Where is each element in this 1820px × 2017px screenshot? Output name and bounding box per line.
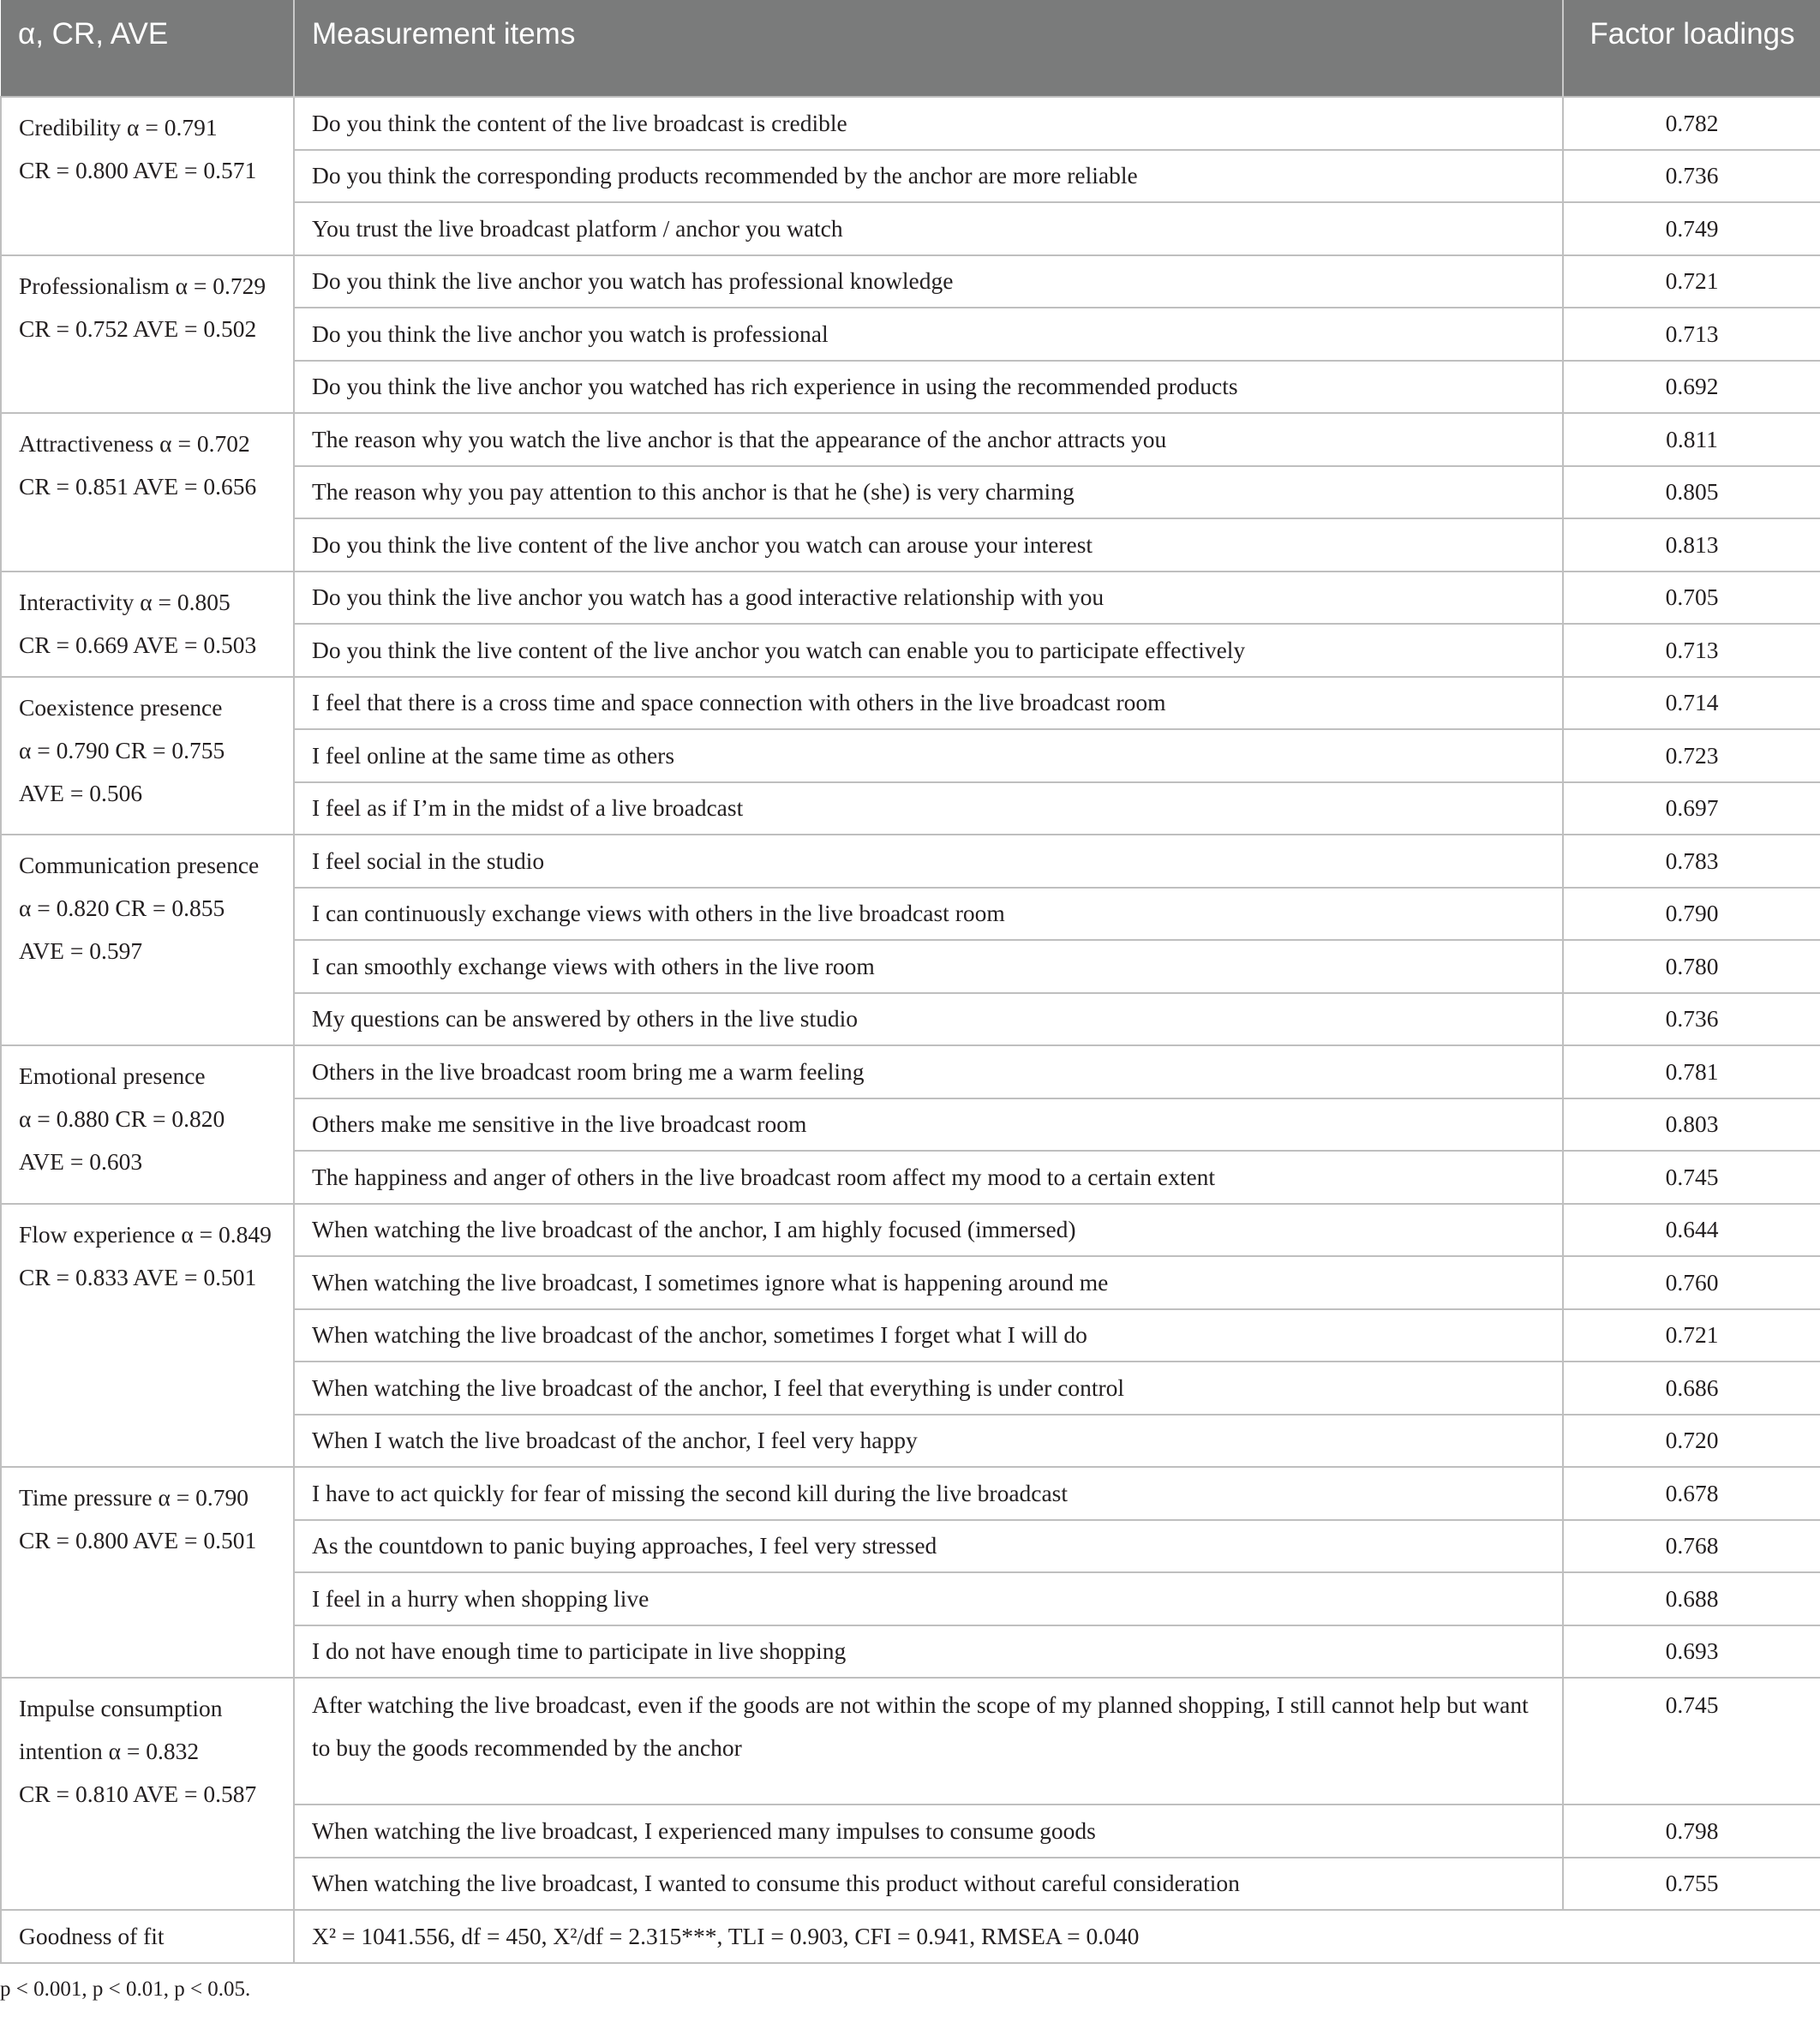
factor-loading: 0.736 — [1563, 993, 1820, 1046]
measurement-item: Do you think the live content of the live anchor you watch can enable you to participate effectively — [294, 624, 1563, 677]
measurement-item: As the countdown to panic buying approaches, I feel very stressed — [294, 1520, 1563, 1573]
factor-loading: 0.781 — [1563, 1045, 1820, 1098]
measurement-item: When watching the live broadcast, I sometimes ignore what is happening around me — [294, 1256, 1563, 1309]
factor-loading: 0.713 — [1563, 308, 1820, 361]
construct-cell — [1, 413, 294, 572]
construct-line: Professionalism α = 0.729 — [19, 272, 266, 299]
measurement-item: I feel as if I’m in the midst of a live broadcast — [294, 782, 1563, 835]
goodness-of-fit-label: Goodness of fit — [1, 1910, 294, 1963]
construct-cell — [1, 1678, 294, 1910]
table-body — [1, 97, 1820, 1963]
factor-loading: 0.780 — [1563, 940, 1820, 993]
factor-loading: 0.783 — [1563, 835, 1820, 888]
construct-cell — [1, 255, 294, 414]
factor-loading: 0.686 — [1563, 1362, 1820, 1415]
construct-line: α = 0.820 CR = 0.855 — [19, 895, 225, 921]
construct-cell — [1, 1204, 294, 1468]
construct-line: α = 0.880 CR = 0.820 — [19, 1105, 225, 1132]
construct-line: AVE = 0.603 — [19, 1148, 143, 1175]
table-row — [1, 1045, 1820, 1098]
factor-loading: 0.723 — [1563, 729, 1820, 782]
factor-loading: 0.798 — [1563, 1805, 1820, 1858]
measurement-item: My questions can be answered by others in the live studio — [294, 993, 1563, 1046]
factor-loading: 0.678 — [1563, 1467, 1820, 1520]
measurement-item: Others in the live broadcast room bring me a warm feeling — [294, 1045, 1563, 1098]
table-footnote: p < 0.001, p < 0.01, p < 0.05. — [0, 1978, 251, 2001]
measurement-item: The reason why you watch the live anchor is that the appearance of the anchor attracts you — [294, 413, 1563, 466]
measurement-item: I feel in a hurry when shopping live — [294, 1572, 1563, 1625]
factor-loading: 0.811 — [1563, 413, 1820, 466]
measurement-item: Do you think the corresponding products recommended by the anchor are more reliable — [294, 150, 1563, 203]
table-row — [1, 413, 1820, 466]
construct-line: Communication presence — [19, 852, 260, 878]
measurement-item: When I watch the live broadcast of the anchor, I feel very happy — [294, 1415, 1563, 1468]
header-measurement-items: Measurement items — [294, 0, 1563, 97]
construct-cell — [1, 572, 294, 677]
construct-line: CR = 0.669 AVE = 0.503 — [19, 631, 257, 658]
factor-loading: 0.790 — [1563, 888, 1820, 941]
construct-line: Credibility α = 0.791 — [19, 114, 218, 141]
table-row — [1, 1467, 1820, 1520]
measurement-item: Do you think the live anchor you watch has professional knowledge — [294, 255, 1563, 308]
factor-loading: 0.755 — [1563, 1858, 1820, 1911]
factor-loading: 0.705 — [1563, 572, 1820, 625]
table-row — [1, 677, 1820, 730]
header-factor-loadings: Factor loadings — [1563, 0, 1820, 97]
measurement-item: You trust the live broadcast platform / anchor you watch — [294, 202, 1563, 255]
construct-line: AVE = 0.597 — [19, 937, 143, 964]
construct-cell — [1, 1045, 294, 1204]
construct-line: α = 0.790 CR = 0.755 — [19, 736, 225, 763]
table-row — [1, 835, 1820, 888]
construct-line: CR = 0.851 AVE = 0.656 — [19, 473, 257, 500]
factor-loading: 0.813 — [1563, 518, 1820, 572]
construct-line: Attractiveness α = 0.702 — [19, 430, 250, 457]
measurement-item: Do you think the live anchor you watched has rich experience in using the recommended products — [294, 361, 1563, 414]
measurement-item: I do not have enough time to participate in live shopping — [294, 1625, 1563, 1679]
table-row — [1, 1678, 1820, 1805]
measurement-item: I can smoothly exchange views with others in the live room — [294, 940, 1563, 993]
construct-line: CR = 0.800 AVE = 0.501 — [19, 1527, 257, 1553]
factor-loading: 0.720 — [1563, 1415, 1820, 1468]
factor-loading: 0.721 — [1563, 255, 1820, 308]
factor-loading: 0.749 — [1563, 202, 1820, 255]
factor-loading: 0.745 — [1563, 1678, 1820, 1805]
construct-cell — [1, 97, 294, 255]
measurement-item: When watching the live broadcast of the anchor, sometimes I forget what I will do — [294, 1309, 1563, 1362]
table-header-row — [1, 0, 1820, 97]
factor-loading: 0.760 — [1563, 1256, 1820, 1309]
factor-loading: 0.768 — [1563, 1520, 1820, 1573]
construct-line: CR = 0.752 AVE = 0.502 — [19, 314, 257, 342]
measurement-item: When watching the live broadcast of the anchor, I feel that everything is under control — [294, 1362, 1563, 1415]
factor-loading: 0.714 — [1563, 677, 1820, 730]
measurement-item: Do you think the live anchor you watch is professional — [294, 308, 1563, 361]
measurement-item: The reason why you pay attention to this anchor is that he (she) is very charming — [294, 466, 1563, 519]
factor-loading: 0.803 — [1563, 1098, 1820, 1152]
measurement-item: When watching the live broadcast of the anchor, I am highly focused (immersed) — [294, 1204, 1563, 1257]
construct-line: Time pressure α = 0.790 — [19, 1484, 248, 1511]
construct-cell — [1, 677, 294, 835]
factor-loading: 0.805 — [1563, 466, 1820, 519]
measurement-item: I feel social in the studio — [294, 835, 1563, 888]
construct-line: Interactivity α = 0.805 — [19, 588, 230, 615]
measurement-item: I can continuously exchange views with others in the live broadcast room — [294, 888, 1563, 941]
measurement-item: I feel online at the same time as others — [294, 729, 1563, 782]
construct-line: AVE = 0.506 — [19, 779, 143, 806]
factor-loading: 0.688 — [1563, 1572, 1820, 1625]
construct-line: CR = 0.833 AVE = 0.501 — [19, 1263, 257, 1290]
header-alpha-cr-ave: α, CR, AVE — [1, 0, 294, 97]
table-row — [1, 572, 1820, 625]
factor-loading: 0.782 — [1563, 97, 1820, 150]
factor-loading: 0.644 — [1563, 1204, 1820, 1257]
table-row — [1, 97, 1820, 150]
construct-line: CR = 0.810 AVE = 0.587 — [19, 1781, 257, 1807]
table-row — [1, 255, 1820, 308]
goodness-of-fit-value: X² = 1041.556, df = 450, X²/df = 2.315***, TLI = 0.903, CFI = 0.941, RMSEA = 0.040 — [294, 1910, 1820, 1963]
measurement-item: Others make me sensitive in the live broadcast room — [294, 1098, 1563, 1152]
measurement-item: After watching the live broadcast, even if the goods are not within the scope of my planned shopping, I still cannot help but want to buy the goods recommended by the anchor — [294, 1678, 1563, 1805]
factor-loading: 0.713 — [1563, 624, 1820, 677]
measurement-item: I have to act quickly for fear of missing the second kill during the live broadcast — [294, 1467, 1563, 1520]
construct-cell — [1, 835, 294, 1045]
factor-loading: 0.697 — [1563, 782, 1820, 835]
construct-line: Impulse consumption — [19, 1695, 223, 1721]
measurement-item: Do you think the content of the live broadcast is credible — [294, 97, 1563, 150]
construct-line: intention α = 0.832 — [19, 1738, 200, 1764]
measurement-item: The happiness and anger of others in the live broadcast room affect my mood to a certain extent — [294, 1151, 1563, 1204]
factor-loading: 0.736 — [1563, 150, 1820, 203]
construct-line: CR = 0.800 AVE = 0.571 — [19, 157, 257, 183]
measurement-item: When watching the live broadcast, I wanted to consume this product without careful consideration — [294, 1858, 1563, 1911]
construct-line: Coexistence presence — [19, 693, 223, 721]
measurement-item: When watching the live broadcast, I experienced many impulses to consume goods — [294, 1805, 1563, 1858]
table-row — [1, 1204, 1820, 1257]
factor-loading: 0.721 — [1563, 1309, 1820, 1362]
measurement-item: I feel that there is a cross time and space connection with others in the live broadcast room — [294, 677, 1563, 730]
construct-line: Emotional presence — [19, 1062, 206, 1089]
factor-loading: 0.693 — [1563, 1625, 1820, 1679]
measurement-item: Do you think the live content of the live anchor you watch can arouse your interest — [294, 518, 1563, 572]
construct-cell — [1, 1467, 294, 1678]
measurement-item: Do you think the live anchor you watch has a good interactive relationship with you — [294, 572, 1563, 625]
factor-loading: 0.692 — [1563, 361, 1820, 414]
construct-line: Flow experience α = 0.849 — [19, 1220, 272, 1248]
goodness-of-fit-row — [1, 1910, 1820, 1963]
factor-loading: 0.745 — [1563, 1151, 1820, 1204]
